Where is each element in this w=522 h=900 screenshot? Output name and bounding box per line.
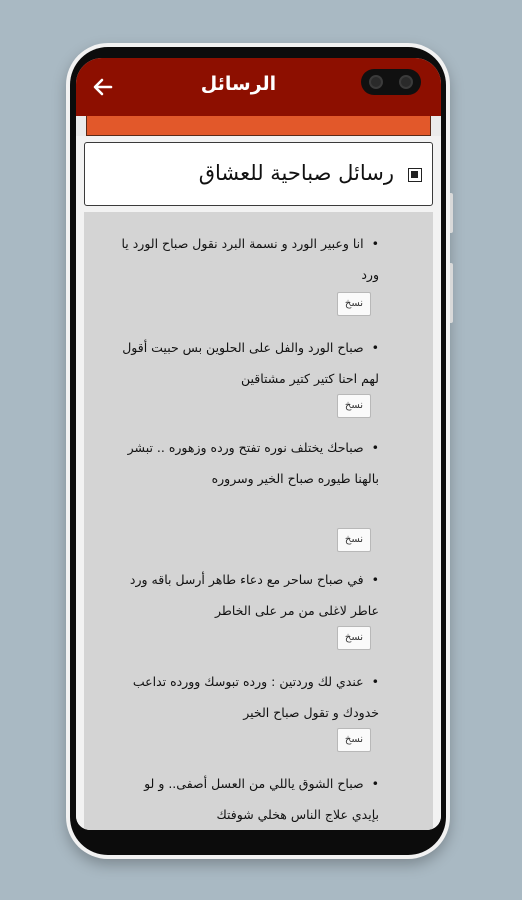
copy-button[interactable]: نسخ bbox=[337, 394, 371, 418]
camera-lens bbox=[399, 75, 413, 89]
bullet: • bbox=[371, 340, 379, 355]
section-heading: رسائل صباحية للعشاق bbox=[198, 161, 394, 185]
accent-strip bbox=[86, 116, 431, 136]
square-bullet-icon bbox=[408, 168, 422, 182]
section-heading-box bbox=[84, 142, 433, 206]
list-item bbox=[119, 432, 379, 494]
bullet: • bbox=[371, 236, 379, 251]
copy-button[interactable]: نسخ bbox=[337, 626, 371, 650]
bullet: • bbox=[371, 776, 379, 791]
message-text: عندي لك وردتين : ورده تبوسك وورده تداعب خدودك و تقول صباح الخير bbox=[132, 674, 379, 720]
volume-button bbox=[450, 263, 453, 323]
arrow-left-icon bbox=[90, 74, 116, 100]
bullet: • bbox=[371, 572, 379, 587]
message-text: صباحك يختلف نوره تفتح ورده وزهوره .. تبشر بالهنا طيوره صباح الخير وسروره bbox=[127, 440, 379, 486]
power-button bbox=[450, 193, 453, 233]
camera-lens bbox=[369, 75, 383, 89]
app-screen bbox=[76, 58, 441, 830]
copy-button[interactable]: نسخ bbox=[337, 528, 371, 552]
list-item bbox=[119, 332, 379, 394]
bullet: • bbox=[371, 440, 379, 455]
content-area bbox=[76, 136, 441, 830]
messages-list[interactable] bbox=[84, 212, 433, 830]
list-item bbox=[119, 768, 379, 830]
message-text: صباح الشوق ياللي من العسل أصفى.. و لو بإيدي علاج الناس هخلي شوفتك bbox=[144, 776, 379, 822]
app-bar bbox=[76, 58, 441, 116]
page-title: الرسائل bbox=[200, 73, 277, 95]
list-item bbox=[119, 666, 379, 728]
copy-button[interactable]: نسخ bbox=[337, 728, 371, 752]
front-camera bbox=[361, 69, 421, 95]
message-text: في صباح ساحر مع دعاء طاهر أرسل باقه ورد عاطر لاغلى من مر على الخاطر bbox=[129, 572, 379, 618]
list-item bbox=[119, 228, 379, 290]
message-text: انا وعبير الورد و نسمة البرد نقول صباح الورد يا ورد bbox=[121, 236, 379, 282]
list-item bbox=[119, 564, 379, 626]
bullet: • bbox=[371, 674, 379, 689]
message-text: صباح الورد والفل على الحلوين بس حبيت أقول لهم احنا كتير كتير مشتاقين bbox=[122, 340, 379, 386]
back-button[interactable] bbox=[90, 74, 116, 100]
copy-button[interactable]: نسخ bbox=[337, 292, 371, 316]
